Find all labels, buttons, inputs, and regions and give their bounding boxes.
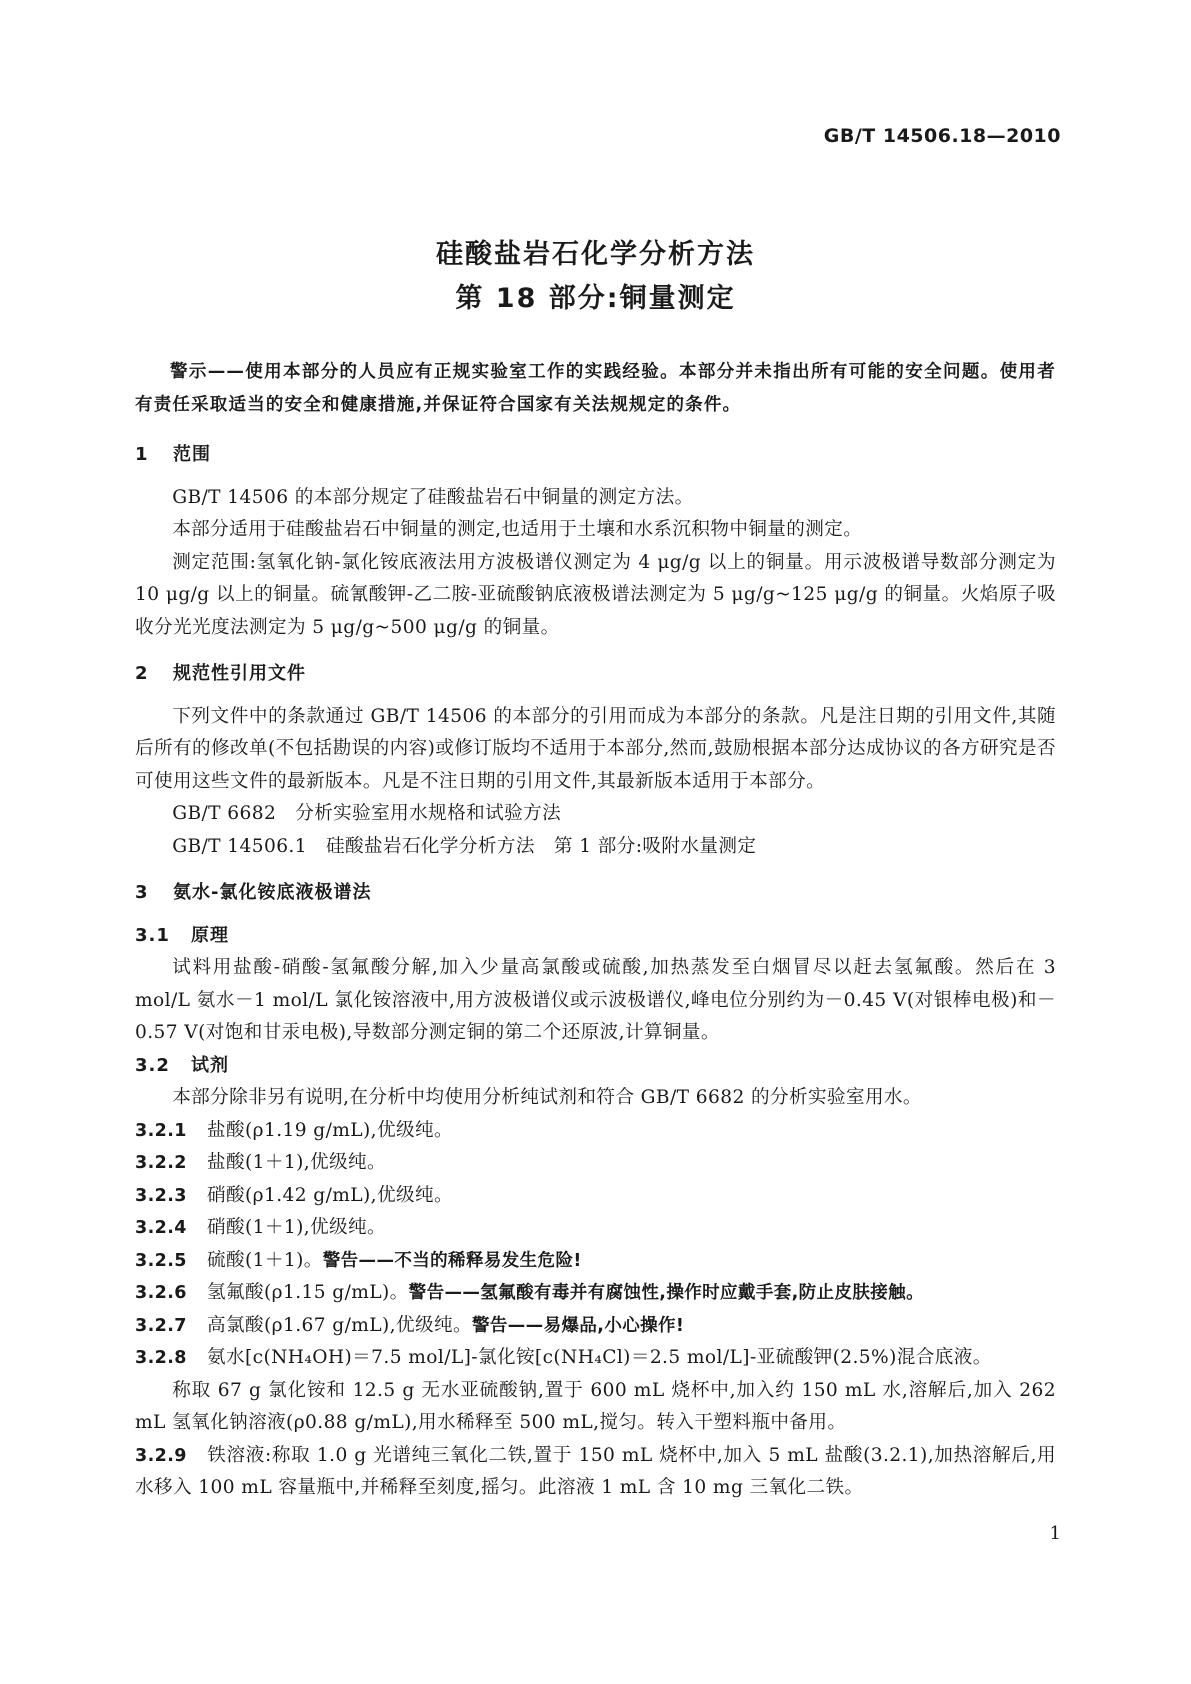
scope-paragraph: 本部分适用于硅酸盐岩石中铜量的测定,也适用于土壤和水系沉积物中铜量的测定。: [172, 519, 863, 540]
document-body: [135, 356, 1056, 1505]
item-text: 硫酸(1＋1)。: [207, 1249, 323, 1271]
item-number: 3.2.3: [135, 1185, 187, 1206]
reagent-item: [135, 1212, 1056, 1245]
reagent-item: [135, 1310, 1056, 1343]
item-number: 3.2.4: [135, 1218, 187, 1238]
scope-paragraph: GB/T 14506 的本部分规定了硅酸盐岩石中铜量的测定方法。: [172, 486, 694, 508]
item-warning: 警告——不当的稀释易发生危险!: [322, 1250, 582, 1271]
reagent-item: [135, 1115, 1056, 1148]
item-text: 氢氟酸(ρ1.15 g/mL)。: [207, 1282, 409, 1303]
item-number: 3.2.1: [135, 1120, 187, 1141]
subsection-title: 试剂: [191, 1054, 229, 1076]
subsection-number: 3.1: [135, 924, 170, 946]
reference-item: GB/T 6682 分析实验室用水规格和试验方法: [172, 803, 562, 824]
subsection-title: 原理: [191, 924, 229, 946]
item-warning: 警告——氢氟酸有毒并有腐蚀性,操作时应戴手套,防止皮肤接触。: [408, 1283, 924, 1303]
item-text: 盐酸(ρ1.19 g/mL),优级纯。: [207, 1119, 453, 1141]
document-title: 硅酸盐岩石化学分析方法: [436, 239, 755, 270]
subsection-heading-principle: [135, 920, 1056, 953]
item-text: 盐酸(1＋1),优级纯。: [207, 1152, 387, 1173]
warning-paragraph: 警示——使用本部分的人员应有正规实验室工作的实践经验。本部分并未指出所有可能的安全问题。使用者有责任采取适当的安全和健康措施,并保证符合国家有关法规规定的条件。: [135, 362, 1056, 415]
reagent-item: [135, 1245, 1056, 1278]
page-number: 1: [1049, 1523, 1061, 1544]
reagent-item: [135, 1277, 1056, 1310]
reagent-item: [135, 1440, 1056, 1505]
section-number: 2: [135, 663, 149, 684]
section-heading-method: [135, 877, 1056, 910]
section-title: 氨水-氯化铵底液极谱法: [173, 882, 372, 903]
section-number: 3: [135, 882, 149, 903]
scope-paragraph: 测定范围:氢氧化钠-氯化铵底液法用方波极谱仪测定为 4 μg/g 以上的铜量。用示波极谱导数部分测定为 10 μg/g 以上的铜量。硫氰酸钾-乙二胺-亚硫酸钠底液极谱法测定为 5 μg/g~125 μg/g 的铜量。火焰原子吸收分光光度法测定为 5 μg/g~500 μg/g 的铜量。: [135, 551, 1056, 638]
item-number: 3.2.6: [135, 1283, 187, 1303]
item-text: 硝酸(1＋1),优级纯。: [207, 1217, 387, 1238]
standard-code: GB/T 14506.18—2010: [823, 125, 1061, 147]
subsection-heading-reagents: [135, 1050, 1056, 1083]
item-text: 硝酸(ρ1.42 g/mL),优级纯。: [207, 1184, 453, 1206]
item-number: 3.2.2: [135, 1153, 187, 1173]
section-heading-scope: [135, 439, 1056, 472]
item-text: 铁溶液:称取 1.0 g 光谱纯三氧化二铁,置于 150 mL 烧杯中,加入 5 mL 盐酸(3.2.1),加热溶解后,用水移入 100 mL 容量瓶中,并稀释至刻度,摇匀。此溶液 1 mL 含 10 mg 三氧化二铁。: [135, 1444, 1056, 1498]
item-number: 3.2.8: [135, 1348, 187, 1368]
reagents-paragraph: 本部分除非另有说明,在分析中均使用分析纯试剂和符合 GB/T 6682 的分析实验室用水。: [172, 1087, 922, 1108]
section-heading-references: [135, 658, 1056, 691]
reagent-item: [135, 1342, 1056, 1375]
item-warning: 警告——易爆品,小心操作!: [471, 1315, 685, 1336]
item-text: 高氯酸(ρ1.67 g/mL),优级纯。: [207, 1314, 472, 1336]
principle-paragraph: 试料用盐酸-硝酸-氢氟酸分解,加入少量高氯酸或硫酸,加热蒸发至白烟冒尽以赶去氢氟酸。然后在 3 mol/L 氨水－1 mol/L 氯化铵溶液中,用方波极谱仪或示波极谱仪,峰电位分别约为－0.45 V(对银棒电极)和－0.57 V(对饱和甘汞电极),导数部分测定铜的第二个还原波,计算铜量。: [135, 957, 1056, 1043]
reference-item: GB/T 14506.1 硅酸盐岩石化学分析方法 第 1 部分:吸附水量测定: [172, 835, 757, 857]
reagent-item: [135, 1147, 1056, 1180]
references-paragraph: 下列文件中的条款通过 GB/T 14506 的本部分的引用而成为本部分的条款。凡是注日期的引用文件,其随后所有的修改单(不包括勘误的内容)或修订版均不适用于本部分,然而,鼓励根据本部分达成协议的各方研究是否可使用这些文件的最新版本。凡是不注日期的引用文件,其最新版本适用于本部分。: [135, 705, 1056, 792]
reagent-item-detail: 称取 67 g 氯化铵和 12.5 g 无水亚硫酸钠,置于 600 mL 烧杯中,加入约 150 mL 水,溶解后,加入 262 mL 氢氧化钠溶液(ρ0.88 g/mL),用水稀释至 500 mL,搅匀。转入干塑料瓶中备用。: [135, 1379, 1056, 1433]
item-text: 氨水[c(NH₄OH)＝7.5 mol/L]-氯化铵[c(NH₄Cl)＝2.5 mol/L]-亚硫酸钾(2.5%)混合底液。: [207, 1347, 992, 1368]
item-number: 3.2.7: [135, 1315, 187, 1336]
item-number: 3.2.5: [135, 1250, 187, 1271]
document-subtitle: 第 18 部分:铜量测定: [455, 283, 736, 314]
section-title: 规范性引用文件: [173, 663, 306, 684]
section-title: 范围: [173, 444, 211, 465]
reagent-item: [135, 1180, 1056, 1213]
section-number: 1: [135, 444, 149, 465]
subsection-number: 3.2: [135, 1054, 170, 1076]
item-number: 3.2.9: [135, 1445, 187, 1466]
